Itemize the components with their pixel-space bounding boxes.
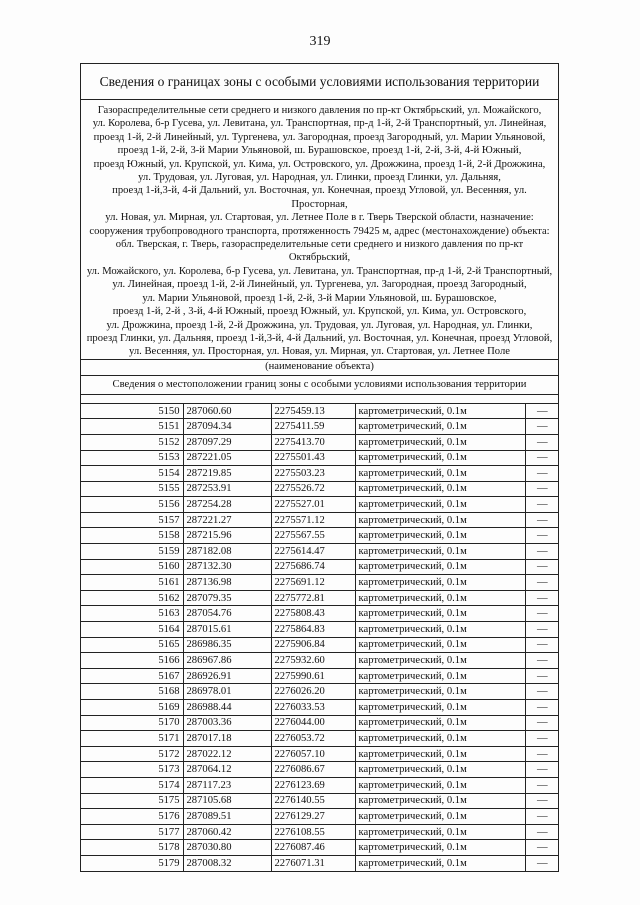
x-coordinate-cell: 287221.27: [183, 512, 271, 528]
note-cell: —: [525, 637, 559, 653]
y-coordinate-cell: 2275413.70: [271, 434, 355, 450]
note-cell: —: [525, 481, 559, 497]
point-number-cell: 5176: [81, 809, 183, 825]
note-cell: —: [525, 746, 559, 762]
location-section-title: Сведения о местоположении границ зоны с особыми условиями использования территории: [112, 378, 527, 390]
method-accuracy-cell: картометрический, 0.1м: [355, 481, 525, 497]
x-coordinate-cell: 287089.51: [183, 809, 271, 825]
point-number-cell: 5156: [81, 497, 183, 513]
y-coordinate-cell: 2275932.60: [271, 653, 355, 669]
method-accuracy-cell: картометрический, 0.1м: [355, 466, 525, 482]
point-number-cell: 5152: [81, 434, 183, 450]
page-number: 319: [309, 34, 331, 49]
x-coordinate-cell: 287064.12: [183, 762, 271, 778]
zone-boundary-document: [80, 63, 559, 872]
x-coordinate-cell: 286926.91: [183, 668, 271, 684]
point-number-cell: 5167: [81, 668, 183, 684]
note-cell: —: [525, 777, 559, 793]
table-row: [81, 855, 559, 871]
y-coordinate-cell: 2276033.53: [271, 700, 355, 716]
note-cell: —: [525, 528, 559, 544]
method-accuracy-cell: картометрический, 0.1м: [355, 450, 525, 466]
note-cell: —: [525, 809, 559, 825]
point-number-cell: 5160: [81, 559, 183, 575]
x-coordinate-cell: 287060.60: [183, 403, 271, 419]
table-row: [81, 466, 559, 482]
y-coordinate-cell: 2275691.12: [271, 575, 355, 591]
x-coordinate-cell: 287017.18: [183, 731, 271, 747]
method-accuracy-cell: картометрический, 0.1м: [355, 700, 525, 716]
x-coordinate-cell: 286988.44: [183, 700, 271, 716]
y-coordinate-cell: 2276053.72: [271, 731, 355, 747]
point-number-cell: 5179: [81, 855, 183, 871]
note-cell: —: [525, 731, 559, 747]
method-accuracy-cell: картометрический, 0.1м: [355, 715, 525, 731]
table-row: [81, 668, 559, 684]
y-coordinate-cell: 2275864.83: [271, 622, 355, 638]
y-coordinate-cell: 2276087.46: [271, 840, 355, 856]
y-coordinate-cell: 2276129.27: [271, 809, 355, 825]
x-coordinate-cell: 287022.12: [183, 746, 271, 762]
method-accuracy-cell: картометрический, 0.1м: [355, 824, 525, 840]
note-cell: —: [525, 403, 559, 419]
x-coordinate-cell: 286978.01: [183, 684, 271, 700]
note-cell: —: [525, 434, 559, 450]
x-coordinate-cell: 287097.29: [183, 434, 271, 450]
table-row: [81, 419, 559, 435]
y-coordinate-cell: 2275772.81: [271, 590, 355, 606]
point-number-cell: 5177: [81, 824, 183, 840]
table-row: [81, 559, 559, 575]
point-number-cell: 5175: [81, 793, 183, 809]
method-accuracy-cell: картометрический, 0.1м: [355, 575, 525, 591]
note-cell: —: [525, 824, 559, 840]
method-accuracy-cell: картометрический, 0.1м: [355, 777, 525, 793]
method-accuracy-cell: картометрический, 0.1м: [355, 403, 525, 419]
note-cell: —: [525, 715, 559, 731]
x-coordinate-cell: 287117.23: [183, 777, 271, 793]
note-cell: —: [525, 762, 559, 778]
y-coordinate-cell: 2275411.59: [271, 419, 355, 435]
note-cell: —: [525, 653, 559, 669]
x-coordinate-cell: 286967.86: [183, 653, 271, 669]
table-row: [81, 700, 559, 716]
table-row: [81, 637, 559, 653]
point-number-cell: 5150: [81, 403, 183, 419]
point-number-cell: 5178: [81, 840, 183, 856]
note-cell: —: [525, 497, 559, 513]
method-accuracy-cell: картометрический, 0.1м: [355, 793, 525, 809]
coordinates-table-body: [81, 403, 559, 871]
y-coordinate-cell: 2275614.47: [271, 544, 355, 560]
point-number-cell: 5153: [81, 450, 183, 466]
x-coordinate-cell: 286986.35: [183, 637, 271, 653]
table-row: [81, 746, 559, 762]
point-number-cell: 5155: [81, 481, 183, 497]
point-number-cell: 5165: [81, 637, 183, 653]
point-number-cell: 5154: [81, 466, 183, 482]
note-cell: —: [525, 700, 559, 716]
table-row: [81, 653, 559, 669]
table-row: [81, 434, 559, 450]
y-coordinate-cell: 2276123.69: [271, 777, 355, 793]
table-row: [81, 622, 559, 638]
method-accuracy-cell: картометрический, 0.1м: [355, 840, 525, 856]
note-cell: —: [525, 684, 559, 700]
method-accuracy-cell: картометрический, 0.1м: [355, 637, 525, 653]
note-cell: —: [525, 840, 559, 856]
method-accuracy-cell: картометрический, 0.1м: [355, 606, 525, 622]
y-coordinate-cell: 2275686.74: [271, 559, 355, 575]
method-accuracy-cell: картометрический, 0.1м: [355, 746, 525, 762]
x-coordinate-cell: 287054.76: [183, 606, 271, 622]
method-accuracy-cell: картометрический, 0.1м: [355, 497, 525, 513]
method-accuracy-cell: картометрический, 0.1м: [355, 809, 525, 825]
point-number-cell: 5151: [81, 419, 183, 435]
y-coordinate-cell: 2275503.23: [271, 466, 355, 482]
method-accuracy-cell: картометрический, 0.1м: [355, 559, 525, 575]
y-coordinate-cell: 2276044.00: [271, 715, 355, 731]
note-cell: —: [525, 590, 559, 606]
x-coordinate-cell: 287132.30: [183, 559, 271, 575]
method-accuracy-cell: картометрический, 0.1м: [355, 855, 525, 871]
point-number-cell: 5169: [81, 700, 183, 716]
method-accuracy-cell: картометрический, 0.1м: [355, 512, 525, 528]
x-coordinate-cell: 287215.96: [183, 528, 271, 544]
document-title: Сведения о границах зоны с особыми условиями использования территории: [81, 64, 558, 100]
point-number-cell: 5168: [81, 684, 183, 700]
y-coordinate-cell: 2275567.55: [271, 528, 355, 544]
note-cell: —: [525, 855, 559, 871]
x-coordinate-cell: 287221.05: [183, 450, 271, 466]
y-coordinate-cell: 2275571.12: [271, 512, 355, 528]
y-coordinate-cell: 2275501.43: [271, 450, 355, 466]
x-coordinate-cell: 287060.42: [183, 824, 271, 840]
method-accuracy-cell: картометрический, 0.1м: [355, 668, 525, 684]
point-number-cell: 5166: [81, 653, 183, 669]
note-cell: —: [525, 512, 559, 528]
object-name-caption: (наименование объекта): [81, 359, 558, 376]
point-number-cell: 5164: [81, 622, 183, 638]
x-coordinate-cell: 287030.80: [183, 840, 271, 856]
method-accuracy-cell: картометрический, 0.1м: [355, 762, 525, 778]
y-coordinate-cell: 2275527.01: [271, 497, 355, 513]
point-number-cell: 5173: [81, 762, 183, 778]
table-row: [81, 403, 559, 419]
x-coordinate-cell: 287253.91: [183, 481, 271, 497]
method-accuracy-cell: картометрический, 0.1м: [355, 544, 525, 560]
table-row: [81, 497, 559, 513]
note-cell: —: [525, 668, 559, 684]
table-row: [81, 809, 559, 825]
note-cell: —: [525, 559, 559, 575]
table-row: [81, 684, 559, 700]
table-row: [81, 481, 559, 497]
table-row: [81, 793, 559, 809]
point-number-cell: 5159: [81, 544, 183, 560]
table-row: [81, 824, 559, 840]
table-row: [81, 512, 559, 528]
x-coordinate-cell: 287182.08: [183, 544, 271, 560]
table-row: [81, 450, 559, 466]
y-coordinate-cell: 2276108.55: [271, 824, 355, 840]
x-coordinate-cell: 287079.35: [183, 590, 271, 606]
point-number-cell: 5158: [81, 528, 183, 544]
table-row: [81, 606, 559, 622]
x-coordinate-cell: 287105.68: [183, 793, 271, 809]
y-coordinate-cell: 2275526.72: [271, 481, 355, 497]
table-row: [81, 731, 559, 747]
table-row: [81, 575, 559, 591]
y-coordinate-cell: 2276026.20: [271, 684, 355, 700]
object-description: Газораспределительные сети среднего и низкого давления по пр-кт Октябрьский, ул. Можайского, ул. Королева, б-р Гусева, ул. Левитана, ул. Транспортная, пр-д 1-й, 2-й Транспортный, ул. Линейная, проезд 1-й, 2-й Линейный, ул. Тургенева, ул. Загородная, проезд Загородный, ул. Марии Ульяновой, проезд 1-й, 2-й, 3-й Марии Ульяновой, ш. Бурашовское, проезд 1-й, 2-й, 3-й, 4-й Южный, проезд Южный, ул. Крупской, ул. Кима, ул. Островского, ул. Дрожжина, проезд 1-й, 2-й Дрожжина, ул. Трудовая, ул. Луговая, ул. Народная, ул. Глинки, проезд Глинки, ул. Дальняя, проезд 1-й,3-й, 4-й Дальний, ул. Восточная, ул. Конечная, проезд Угловой, ул. Весенняя, ул. Просторная, ул. Новая, ул. Мирная, ул. Стартовая, ул. Летнее Поле в г. Тверь Тверской области, назначение: сооружения трубопроводного транспорта, протяженность 79425 м, адрес (местонахождение) объекта: обл. Тверская, г. Тверь, газораспределительные сети среднего и низкого давления по пр-кт Октябрьский, ул. Можайского, ул. Королева, б-р Гусева, ул. Левитана, ул. Транспортная, пр-д 1-й, 2-й Транспортный, ул. Линейная, проезд 1-й, 2-й Линейный, ул. Тургенева, ул. Загородная, проезд Загородный, ул. Марии Ульяновой, проезд 1-й, 2-й, 3-й Марии Ульяновой, ш. Бурашовское, проезд 1-й, 2-й , 3-й, 4-й Южный, проезд Южный, ул. Крупской, ул. Кима, ул. Островского, ул. Дрожжина, проезд 1-й, 2-й Дрожжина, ул. Трудовая, ул. Луговая, ул. Народная, ул. Глинки, проезд Глинки, ул. Дальняя, проезд 1-й,3-й, 4-й Дальний, ул. Восточная, ул. Конечная, проезд Угловой, ул. Весенняя, ул. Просторная, ул. Новая, ул. Мирная, ул. Стартовая, ул. Летнее Поле: [86, 105, 553, 358]
table-row: [81, 715, 559, 731]
table-row: [81, 777, 559, 793]
method-accuracy-cell: картометрический, 0.1м: [355, 653, 525, 669]
point-number-cell: 5162: [81, 590, 183, 606]
x-coordinate-cell: 287094.34: [183, 419, 271, 435]
y-coordinate-cell: 2275990.61: [271, 668, 355, 684]
x-coordinate-cell: 287003.36: [183, 715, 271, 731]
note-cell: —: [525, 544, 559, 560]
x-coordinate-cell: 287015.61: [183, 622, 271, 638]
note-cell: —: [525, 622, 559, 638]
point-number-cell: 5157: [81, 512, 183, 528]
y-coordinate-cell: 2276140.55: [271, 793, 355, 809]
x-coordinate-cell: 287254.28: [183, 497, 271, 513]
y-coordinate-cell: 2275808.43: [271, 606, 355, 622]
note-cell: —: [525, 466, 559, 482]
note-cell: —: [525, 419, 559, 435]
table-spacer: [81, 394, 558, 403]
method-accuracy-cell: картометрический, 0.1м: [355, 419, 525, 435]
note-cell: —: [525, 606, 559, 622]
method-accuracy-cell: картометрический, 0.1м: [355, 590, 525, 606]
coordinates-table: [81, 403, 559, 871]
point-number-cell: 5174: [81, 777, 183, 793]
method-accuracy-cell: картометрический, 0.1м: [355, 528, 525, 544]
point-number-cell: 5171: [81, 731, 183, 747]
method-accuracy-cell: картометрический, 0.1м: [355, 731, 525, 747]
table-row: [81, 762, 559, 778]
method-accuracy-cell: картометрический, 0.1м: [355, 434, 525, 450]
point-number-cell: 5163: [81, 606, 183, 622]
method-accuracy-cell: картометрический, 0.1м: [355, 684, 525, 700]
point-number-cell: 5161: [81, 575, 183, 591]
point-number-cell: 5172: [81, 746, 183, 762]
note-cell: —: [525, 450, 559, 466]
y-coordinate-cell: 2275459.13: [271, 403, 355, 419]
note-cell: —: [525, 575, 559, 591]
y-coordinate-cell: 2276057.10: [271, 746, 355, 762]
y-coordinate-cell: 2275906.84: [271, 637, 355, 653]
table-row: [81, 528, 559, 544]
method-accuracy-cell: картометрический, 0.1м: [355, 622, 525, 638]
table-row: [81, 544, 559, 560]
table-row: [81, 840, 559, 856]
table-row: [81, 590, 559, 606]
x-coordinate-cell: 287136.98: [183, 575, 271, 591]
x-coordinate-cell: 287219.85: [183, 466, 271, 482]
x-coordinate-cell: 287008.32: [183, 855, 271, 871]
point-number-cell: 5170: [81, 715, 183, 731]
y-coordinate-cell: 2276086.67: [271, 762, 355, 778]
y-coordinate-cell: 2276071.31: [271, 855, 355, 871]
note-cell: —: [525, 793, 559, 809]
